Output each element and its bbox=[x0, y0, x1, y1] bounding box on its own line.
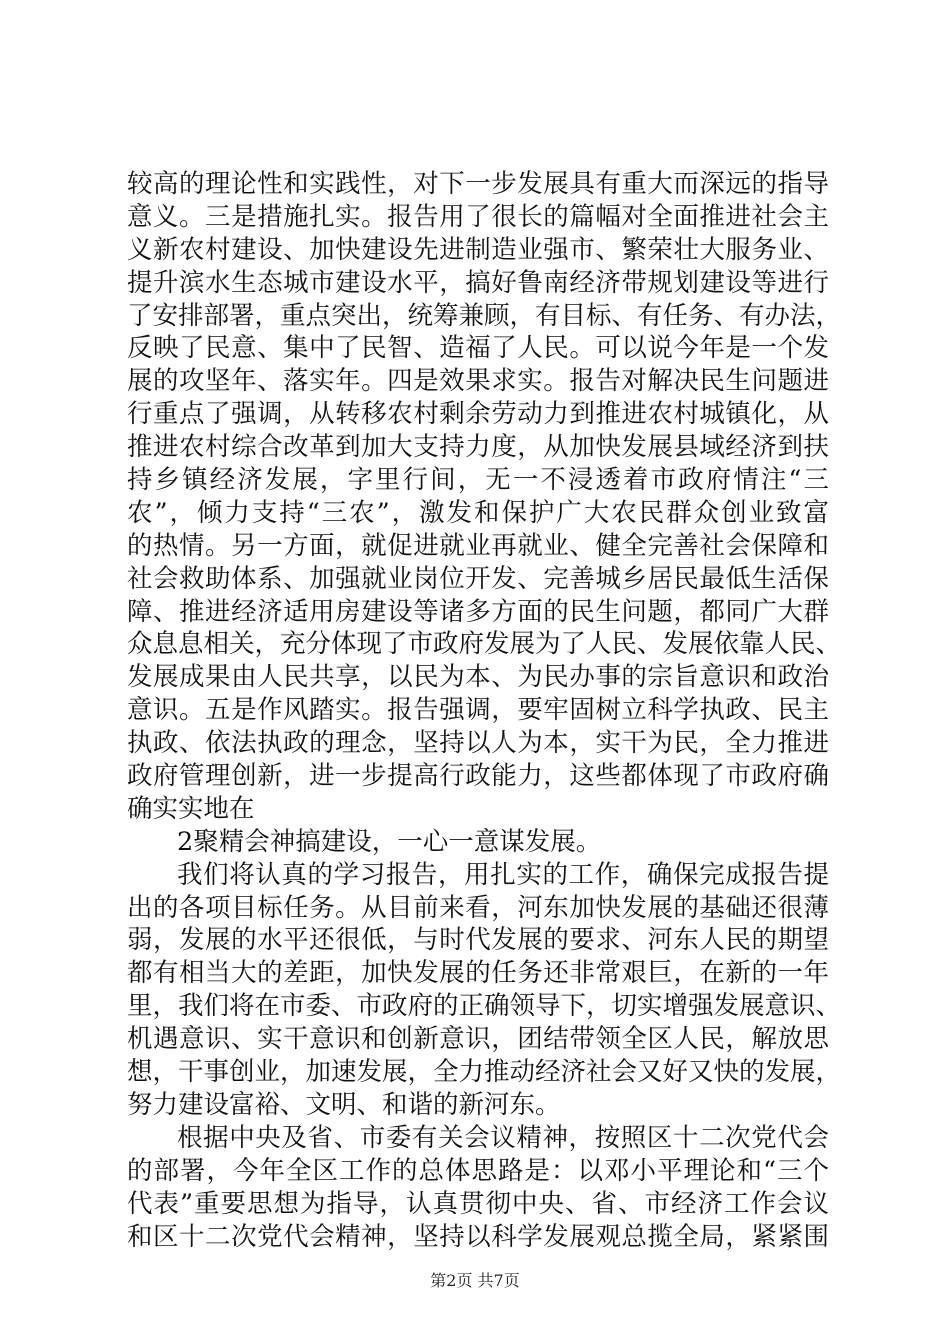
text-line: 众息息相关，充分体现了市政府发展为了人民、发展依靠人民、 bbox=[127, 629, 842, 660]
text-line: 确实实地在 bbox=[127, 793, 255, 824]
text-line: 意识。五是作风踏实。报告强调，要牢固树立科学执政、民主 bbox=[127, 695, 829, 726]
text-line: 都有相当大的差距，加快发展的任务还非常艰巨，在新的一年 bbox=[127, 958, 829, 989]
text-line: 想，干事创业，加速发展，全力推动经济社会又好又快的发展， bbox=[127, 1057, 842, 1088]
page-footer: 第2页 共7页 bbox=[430, 1271, 520, 1290]
text-line: 和区十二次党代会精神，坚持以科学发展观总揽全局，紧紧围 bbox=[127, 1221, 829, 1252]
text-line: 了安排部署，重点突出，统筹兼顾，有目标、有任务、有办法， bbox=[127, 300, 842, 331]
text-line: 行重点了强调，从转移农村剩余劳动力到推进农村城镇化，从 bbox=[127, 399, 829, 430]
text-line: 反映了民意、集中了民智、造福了人民。可以说今年是一个发 bbox=[127, 333, 829, 364]
text-line: 代表”重要思想为指导，认真贯彻中央、省、市经济工作会议 bbox=[127, 1188, 829, 1219]
text-line: 义新农村建设、加快建设先进制造业强市、繁荣壮大服务业、 bbox=[127, 234, 829, 265]
text-line: 意义。三是措施扎实。报告用了很长的篇幅对全面推进社会主 bbox=[127, 201, 829, 232]
text-line: 我们将认真的学习报告，用扎实的工作，确保完成报告提 bbox=[177, 859, 829, 890]
text-line: 农”，倾力支持“三农”，激发和保护广大农民群众创业致富 bbox=[127, 497, 829, 528]
body-text bbox=[127, 168, 842, 1253]
text-line: 展的攻坚年、落实年。四是效果求实。报告对解决民生问题进 bbox=[127, 366, 829, 397]
text-line: 出的各项目标任务。从目前来看，河东加快发展的基础还很薄 bbox=[127, 892, 829, 923]
text-line: 政府管理创新，进一步提高行政能力，这些都体现了市政府确 bbox=[127, 761, 829, 792]
text-line: 较高的理论性和实践性，对下一步发展具有重大而深远的指导 bbox=[127, 169, 829, 199]
text-line: 的热情。另一方面，就促进就业再就业、健全完善社会保障和 bbox=[127, 530, 829, 561]
text-line: 发展成果由人民共享，以民为本、为民办事的宗旨意识和政治 bbox=[127, 662, 829, 693]
text-line: 2聚精会神搞建设，一心一意谋发展。 bbox=[177, 826, 602, 857]
text-line: 持乡镇经济发展，字里行间，无一不浸透着市政府情注“三 bbox=[127, 465, 829, 496]
text-line: 弱，发展的水平还很低，与时代发展的要求、河东人民的期望 bbox=[127, 925, 829, 956]
text-line: 障、推进经济适用房建设等诸多方面的民生问题，都同广大群 bbox=[127, 596, 829, 627]
text-line: 的部署，今年全区工作的总体思路是：以邓小平理论和“三个 bbox=[127, 1155, 829, 1186]
text-line: 执政、依法执政的理念，坚持以人为本，实干为民，全力推进 bbox=[127, 728, 829, 759]
text-line: 努力建设富裕、文明、和谐的新河东。 bbox=[127, 1089, 561, 1120]
text-line: 里，我们将在市委、市政府的正确领导下，切实增强发展意识、 bbox=[127, 991, 842, 1022]
text-line: 机遇意识、实干意识和创新意识，团结带领全区人民，解放思 bbox=[127, 1024, 829, 1055]
text-line: 推进农村综合改革到加大支持力度，从加快发展县域经济到扶 bbox=[127, 432, 829, 463]
text-line: 提升滨水生态城市建设水平，搞好鲁南经济带规划建设等进行 bbox=[127, 267, 829, 298]
text-line: 根据中央及省、市委有关会议精神，按照区十二次党代会 bbox=[177, 1122, 829, 1153]
text-line: 社会救助体系、加强就业岗位开发、完善城乡居民最低生活保 bbox=[127, 563, 829, 594]
